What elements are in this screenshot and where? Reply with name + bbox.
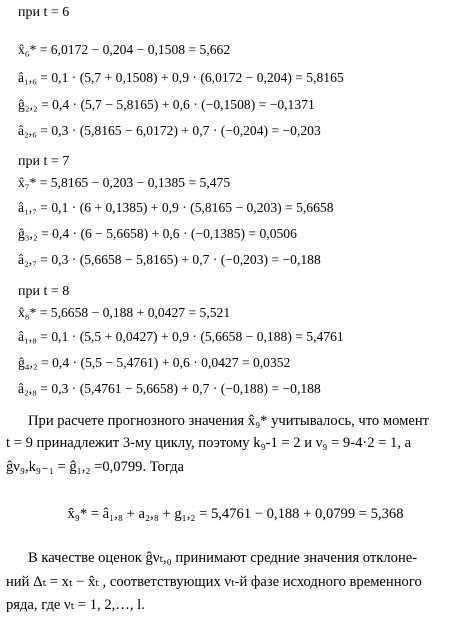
paragraph-estimates-line2: ний Δₜ = xₜ − x̂ₜ , соответствующих νₜ-й фазе исходного временного [6,574,422,590]
heading-t7: при t = 7 [18,154,70,169]
equation-x8: x̂₈* = 5,6658 − 0,188 + 0,0427 = 5,521 [18,305,231,320]
paragraph-forecast-line2: t = 9 принадлежит 3-му циклу, поэтому k₉-1 = 2 и ν₉ = 9-4·2 = 1, а [6,435,412,451]
equation-a26: â₂,₆ = 0,3 · (5,8165 − 6,0172) + 0,7 · (−0,204) = −0,203 [18,123,321,138]
equation-g32: ĝ₃,₂ = 0,4 · (6 − 5,6658) + 0,6 · (−0,1385) = 0,0506 [18,226,297,241]
equation-x6: x̂₆* = 6,0172 − 0,204 − 0,1508 = 5,662 [18,42,231,57]
paragraph-estimates-line3: ряда, где νₜ = 1, 2,…, l. [6,597,145,613]
equation-a28: â₂,₈ = 0,3 · (5,4761 − 5,6658) + 0,7 · (−0,188) = −0,188 [18,381,321,396]
equation-x7: x̂₇* = 5,8165 − 0,203 − 0,1385 = 5,475 [18,175,231,190]
equation-g22: ĝ₂,₂ = 0,4 · (5,7 − 5,8165) + 0,6 · (−0,1508) = −0,1371 [18,97,315,112]
forecast-formula: x̂₉* = â₁,₈ + a₂,₈ + g₁,₂ = 5,4761 − 0,188 + 0,0799 = 5,368 [67,506,404,522]
equation-g42: ĝ₄,₂ = 0,4 · (5,5 − 5,4761) + 0,6 · 0,0427 = 0,0352 [18,355,291,370]
heading-t8: при t = 8 [18,284,70,299]
equation-a17: â₁,₇ = 0,1 · (6 + 0,1385) + 0,9 · (5,8165 − 0,203) = 5,6658 [18,200,334,215]
paragraph-forecast-line3: ĝν₉,k₉₋₁ = ĝ₁,₂ =0,0799. Тогда [6,459,185,475]
paragraph-forecast-line1: При расчете прогнозного значения x̂₉* учитывалось, что момент [28,413,430,429]
equation-a18: â₁,₈ = 0,1 · (5,5 + 0,0427) + 0,9 · (5,6658 − 0,188) = 5,4761 [18,329,344,344]
paragraph-estimates-line1: В качестве оценок ĝνₜ,₀ принимают средние значения отклоне- [28,550,418,566]
equation-a16: â₁,₆ = 0,1 · (5,7 + 0,1508) + 0,9 · (6,0172 − 0,204) = 5,8165 [18,70,344,85]
equation-a27: â₂,₇ = 0,3 · (5,6658 − 5,8165) + 0,7 · (−0,203) = −0,188 [18,252,321,267]
heading-t6: при t = 6 [18,5,70,20]
